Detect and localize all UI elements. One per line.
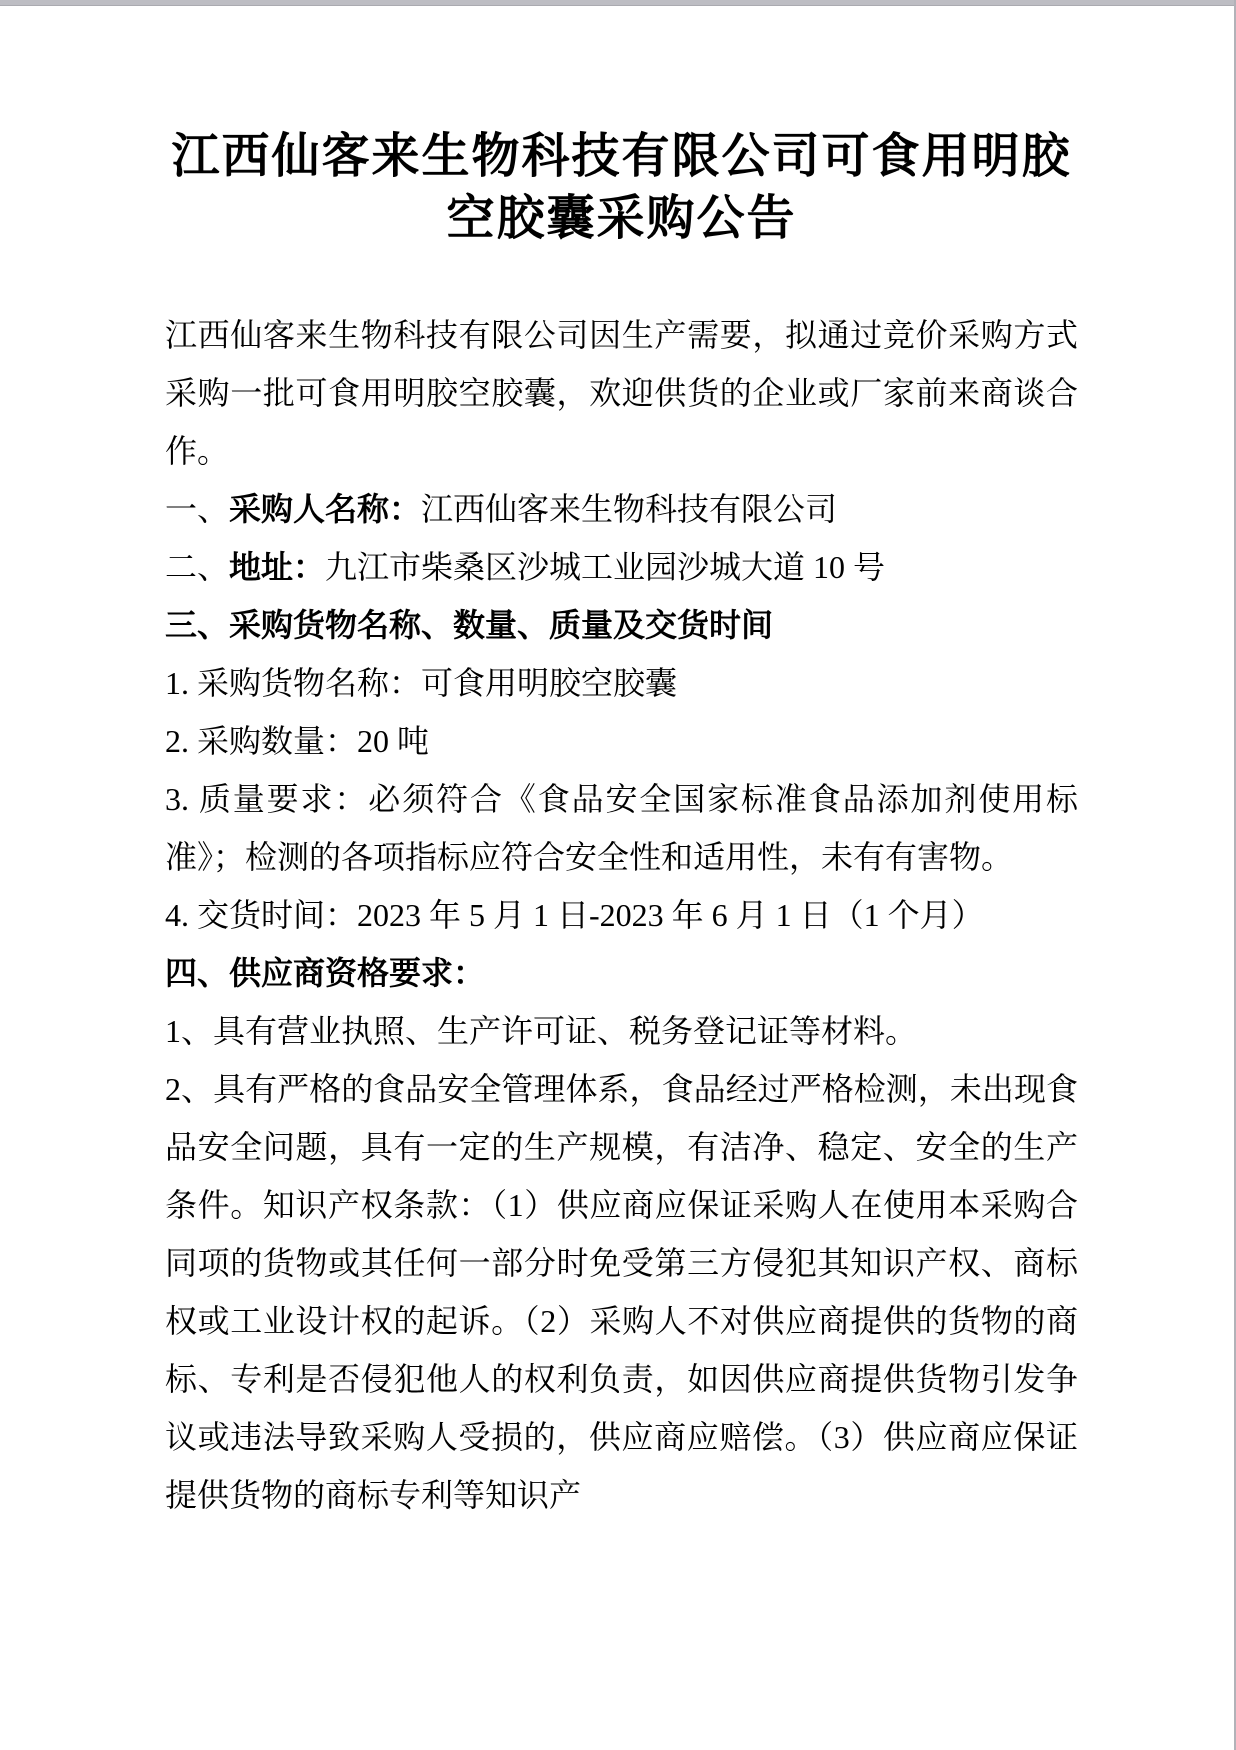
section-value: 江西仙客来生物科技有限公司 [421, 491, 838, 527]
section-number: 二、 [165, 549, 230, 585]
section-number: 一、 [165, 491, 230, 527]
document-title-line1: 江西仙客来生物科技有限公司可食用明胶 [171, 130, 1072, 183]
document-title-line2: 空胶囊采购公告 [446, 192, 797, 245]
item-goods-name: 1. 采购货物名称：可食用明胶空胶囊 [165, 665, 678, 701]
item-quality-requirement: 3. 质量要求：必须符合《食品安全国家标准食品添加剂使用标准》；检测的各项指标应符合安全性和适用性，未有有害物。 [165, 781, 1078, 875]
document-title [165, 126, 1078, 250]
item-supplier-licenses: 1、具有营业执照、生产许可证、税务登记证等材料。 [165, 1013, 918, 1049]
section-supplier-qualification-heading: 四、供应商资格要求： [165, 955, 486, 991]
intro-paragraph: 江西仙客来生物科技有限公司因生产需要，拟通过竞价采购方式采购一批可食用明胶空胶囊，欢迎供货的企业或厂家前来商谈合作。 [165, 317, 1078, 469]
window-top-edge [0, 0, 1236, 6]
section-label: 地址： [229, 549, 326, 585]
section-address [165, 538, 1078, 596]
section-goods-heading: 三、采购货物名称、数量、质量及交货时间 [165, 607, 774, 643]
section-purchaser-name [165, 480, 1078, 538]
section-value: 九江市柴桑区沙城工业园沙城大道 10 号 [325, 549, 886, 585]
item-delivery-time: 4. 交货时间：2023 年 5 月 1 日-2023 年 6 月 1 日（1 个月） [165, 897, 984, 933]
section-label: 采购人名称： [229, 491, 422, 527]
item-supplier-safety-and-ip-terms: 2、具有严格的食品安全管理体系，食品经过严格检测，未出现食品安全问题，具有一定的生产规模，有洁净、稳定、安全的生产条件。知识产权条款：（1）供应商应保证采购人在使用本采购合同项的货物或其任何一部分时免受第三方侵犯其知识产权、商标权或工业设计权的起诉。（2）采购人不对供应商提供的货物的商标、专利是否侵犯他人的权利负责，如因供应商提供货物引发争议或违法导致采购人受损的，供应商应赔偿。（3）供应商应保证提供货物的商标专利等知识产 [165, 1071, 1078, 1513]
item-quantity: 2. 采购数量：20 吨 [165, 723, 430, 759]
